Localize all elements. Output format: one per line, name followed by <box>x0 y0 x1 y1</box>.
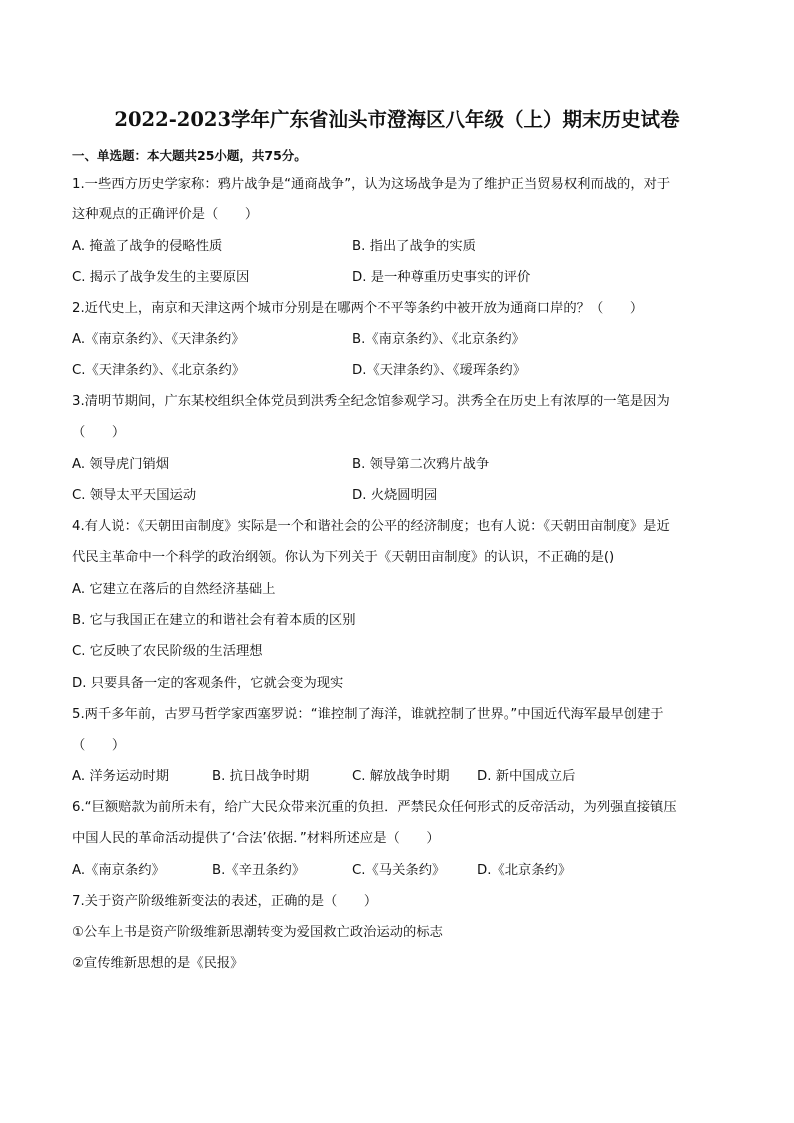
question-7-statement-2: ②宣传维新思想的是《民报》 <box>72 956 244 971</box>
question-2-option-b: B.《南京条约》、《北京条约》 <box>352 332 525 347</box>
question-6-option-a: A.《南京条约》 <box>72 863 165 878</box>
question-3-option-a: A. 领导虎门销烟 <box>72 457 170 472</box>
question-4-option-c: C. 它反映了农民阶级的生活理想 <box>72 644 263 659</box>
question-3-option-b: B. 领导第二次鸦片战争 <box>352 457 490 472</box>
question-1-stem-line-2: 这种观点的正确评价是（ ） <box>72 207 259 222</box>
page-title: 2022-2023学年广东省汕头市澄海区八年级（上）期末历史试卷 <box>114 108 680 131</box>
question-7-statement-1: ①公车上书是资产阶级维新思潮转变为爱国救亡政治运动的标志 <box>72 925 443 940</box>
question-3-option-c: C. 领导太平天国运动 <box>72 488 197 503</box>
section-header: 一、单选题：本大题共25小题，共75分。 <box>72 148 307 163</box>
question-3-option-d: D. 火烧圆明园 <box>352 488 438 503</box>
question-3-stem-line-1: 3.清明节期间，广东某校组织全体党员到洪秀全纪念馆参观学习。洪秀全在历史上有浓厚的一笔是因为 <box>72 394 670 409</box>
question-2-option-c: C.《天津条约》、《北京条约》 <box>72 363 246 378</box>
question-1-option-c: C. 揭示了战争发生的主要原因 <box>72 270 250 285</box>
question-4-stem-line-2: 代民主革命中一个科学的政治纲领。你认为下列关于《天朝田亩制度》的认识，不正确的是() <box>72 550 615 565</box>
question-6-stem-line-1: 6.“巨额赔款为前所未有，给广大民众带来沉重的负担．严禁民众任何形式的反帝活动，为列强直接镇压 <box>72 800 677 815</box>
question-5-option-c: C. 解放战争时期 <box>352 769 450 784</box>
question-5-option-d: D. 新中国成立后 <box>477 769 576 784</box>
question-3-stem-line-2: （ ） <box>72 425 126 440</box>
question-6-option-d: D.《北京条约》 <box>477 863 572 878</box>
question-6-option-c: C.《马关条约》 <box>352 863 446 878</box>
question-4-option-a: A. 它建立在落后的自然经济基础上 <box>72 582 276 597</box>
question-4-stem-line-1: 4.有人说：《天朝田亩制度》实际是一个和谐社会的公平的经济制度；也有人说：《天朝田亩制度》是近 <box>72 519 670 534</box>
question-4-option-d: D. 只要具备一定的客观条件，它就会变为现实 <box>72 676 344 691</box>
question-5-option-b: B. 抗日战争时期 <box>212 769 310 784</box>
question-6-stem-line-2: 中国人民的革命活动提供了‘合法’依据．”材料所述应是（ ） <box>72 831 440 846</box>
question-5-stem-line-2: （ ） <box>72 738 126 753</box>
question-4-option-b: B. 它与我国正在建立的和谐社会有着本质的区别 <box>72 613 356 628</box>
question-2-option-a: A.《南京条约》、《天津条约》 <box>72 332 245 347</box>
question-1-option-b: B. 指出了战争的实质 <box>352 239 476 254</box>
question-5-option-a: A. 洋务运动时期 <box>72 769 170 784</box>
question-5-stem-line-1: 5.两千多年前，古罗马哲学家西塞罗说：“谁控制了海洋，谁就控制了世界。”中国近代海军最早创建于 <box>72 707 664 722</box>
question-2-stem-line-1: 2.近代史上，南京和天津这两个城市分别是在哪两个不平等条约中被开放为通商口岸的？（ ） <box>72 301 644 316</box>
question-1-stem-line-1: 1.一些西方历史学家称：鸦片战争是“通商战争”，认为这场战争是为了维护正当贸易权利而战的，对于 <box>72 177 671 192</box>
question-6-option-b: B.《辛丑条约》 <box>212 863 306 878</box>
question-7-stem-line-1: 7.关于资产阶级维新变法的表述，正确的是（ ） <box>72 894 378 909</box>
question-1-option-a: A. 掩盖了战争的侵略性质 <box>72 239 223 254</box>
question-1-option-d: D. 是一种尊重历史事实的评价 <box>352 270 531 285</box>
question-2-option-d: D.《天津条约》、《瑷珲条约》 <box>352 363 527 378</box>
